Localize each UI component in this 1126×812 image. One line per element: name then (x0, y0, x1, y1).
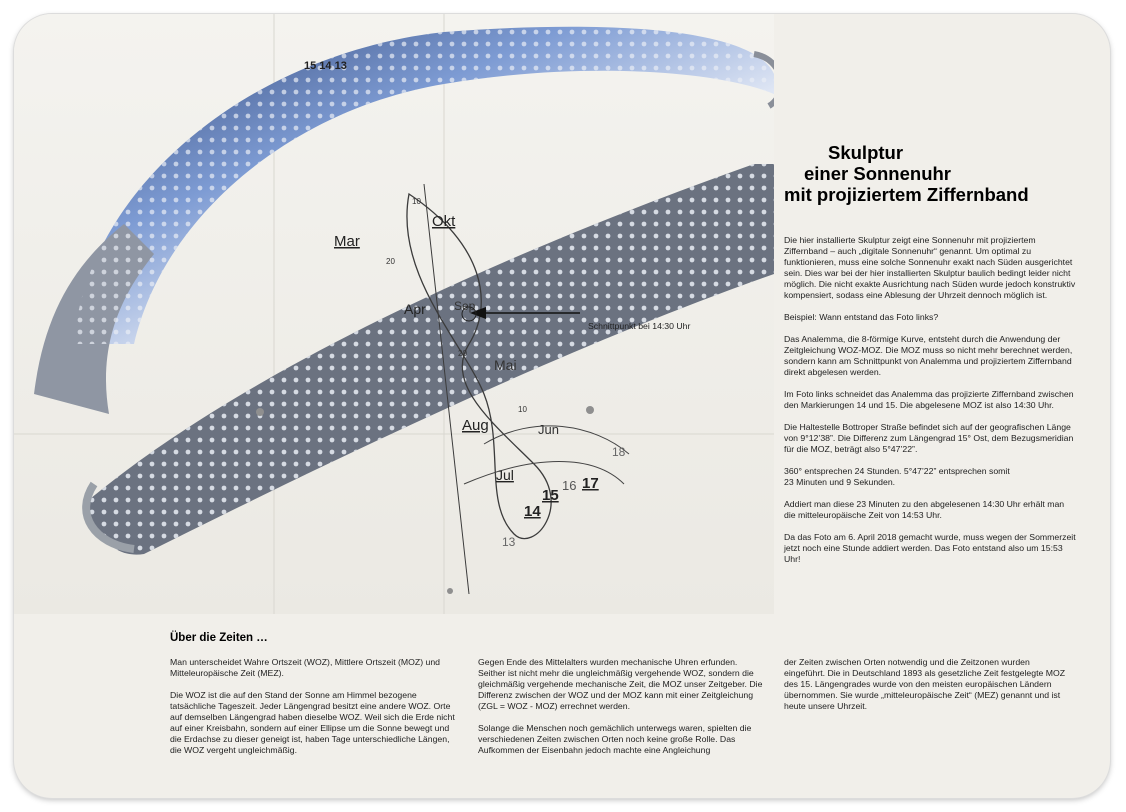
intro-paragraph: Die hier installierte Skulptur zeigt eine Sonnenuhr mit projiziertem Ziffernband – auch „digitale Sonnenuhr“ genannt. Um optimal zu funktionieren, muss eine solche Sonnenuhr exakt nach Süden ausgerichtet sein. Dies war bei der hier installierten Skulptur baulich bedingt leider nicht möglich. Die nicht exakte Ausrichtung nach Süden wurde jedoch konstruktiv kompensiert, sodass eine Ablesung der Uhrzeit dennoch möglich ist. (784, 235, 1076, 300)
poster-card (14, 14, 1110, 798)
title-line-3: mit projiziertem Ziffernband (784, 184, 1029, 205)
intro-paragraph (784, 466, 1076, 488)
section-column-2 (478, 657, 766, 767)
month-jul: Jul (496, 467, 514, 483)
sculpture-photo (14, 14, 774, 614)
intro-paragraph: Die Haltestelle Bottroper Straße befindet sich auf der geografischen Länge von 9°12’38”. Die Differenz zum Längengrad 15° Ost, dem Bezugsmeridian für die MOZ, beträgt also 5°47’22”. (784, 422, 1074, 454)
month-sep: Sep (454, 299, 476, 313)
month-apr: Apr (404, 301, 426, 317)
month-jun: Jun (538, 422, 559, 437)
mark-20a: 20 (386, 257, 395, 266)
hour-17: 17 (582, 475, 599, 492)
intro-line: 360° entsprechen 24 Stunden. 5°47’22” entsprechen somit (784, 466, 1010, 476)
hour-16: 16 (562, 478, 577, 493)
intro-paragraph: Im Foto links schneidet das Analemma das projizierte Ziffernband zwischen den Markierungen 14 und 15. Die abgelesene MOZ ist also 14:30 Uhr. (784, 389, 1074, 410)
month-mai: Mai (494, 357, 517, 373)
section-column-3 (784, 657, 1072, 723)
hour-13: 13 (502, 535, 516, 549)
intro-text (784, 235, 1076, 576)
section-paragraph: Man unterscheidet Wahre Ortszeit (WOZ), Mittlere Ortszeit (MOZ) und Mitteleuropäische Zeit (MEZ). (170, 657, 441, 678)
intro-paragraph: Das Analemma, die 8-förmige Kurve, entsteht durch die Anwendung der Zeitgleichung WOZ-MOZ. Die MOZ muss so nicht mehr berechnet werden, sondern kann am Schnittpunkt von Analemma und projiziertem Ziffernband direkt abgelesen werden. (784, 334, 1073, 377)
title-line-2: einer Sonnenuhr (804, 163, 951, 184)
intro-line: 23 Minuten und 9 Sekunden. (784, 477, 896, 487)
hour-15: 15 (542, 487, 559, 504)
month-mar: Mar (334, 233, 360, 250)
mark-10b: 10 (518, 405, 527, 414)
hour-14: 14 (524, 503, 541, 520)
section-paragraph: Gegen Ende des Mittelalters wurden mechanische Uhren erfunden. Seither ist nicht mehr die ungleichmäßig vergehende WOZ, sondern die gleichmäßig vergehende mechanische Zeit, die MOZ unser Zeitgeber. Die Differenz zwischen der WOZ und der MOZ kann mit einer Zeitgleichung (ZGL = WOZ - MOZ) errechnet werden. (478, 657, 763, 711)
month-aug: Aug (462, 417, 489, 434)
section-heading: Über die Zeiten … (170, 632, 268, 644)
intro-paragraph: Da das Foto am 6. April 2018 gemacht wurde, muss wegen der Sommerzeit jetzt noch eine Stunde addiert werden. Das Foto entstand also um 15:53 Uhr! (784, 532, 1076, 564)
top-digits: 15 14 13 (304, 60, 347, 72)
section-paragraph: Die WOZ ist die auf den Stand der Sonne am Himmel bezogene tatsächliche Tageszeit. Jeder Längengrad besitzt eine andere WOZ. Orte auf demselben Längengrad haben dieselbe WOZ. Weil sich die Erde nicht auf einer Kreisbahn, sondern auf einer Ellipse um die Sonne bewegt und die Erdachse zu dieser geneigt ist, haben Tage unterschiedliche Längen, die WOZ vergeht ungleichmäßig. (170, 690, 455, 755)
intro-paragraph: Addiert man diese 23 Minuten zu den abgelesenen 14:30 Uhr erhält man die mitteleuropäische Zeit von 14:53 Uhr. (784, 499, 1065, 520)
section-paragraph: der Zeiten zwischen Orten notwendig und die Zeitzonen wurden eingeführt. Die in Deutschland 1893 als gesetzliche Zeit festgelegte MOZ des 15. Längengrades wurde von den meisten europäischen Ländern übernommen. Sie wurde „mitteleuropäische Zeit“ (MEZ) genannt und ist heute unsere Uhrzeit. (784, 657, 1066, 711)
mark-20b: 20 (458, 349, 467, 358)
section-column-1 (170, 657, 458, 767)
intro-paragraph: Beispiel: Wann entstand das Foto links? (784, 312, 939, 322)
hour-18: 18 (612, 445, 626, 459)
poster-title (784, 142, 1084, 205)
callout-label: Schnittpunkt bei 14:30 Uhr (588, 321, 691, 331)
month-okt: Okt (432, 213, 456, 230)
section-paragraph: Solange die Menschen noch gemächlich unterwegs waren, spielten die verschiedenen Zeiten zwischen Orten noch keine große Rolle. Das Aufkommen der Eisenbahn jedoch machte eine Angleichung (478, 723, 752, 755)
mark-10a: 10 (412, 197, 421, 206)
title-line-1: Skulptur (828, 142, 904, 163)
